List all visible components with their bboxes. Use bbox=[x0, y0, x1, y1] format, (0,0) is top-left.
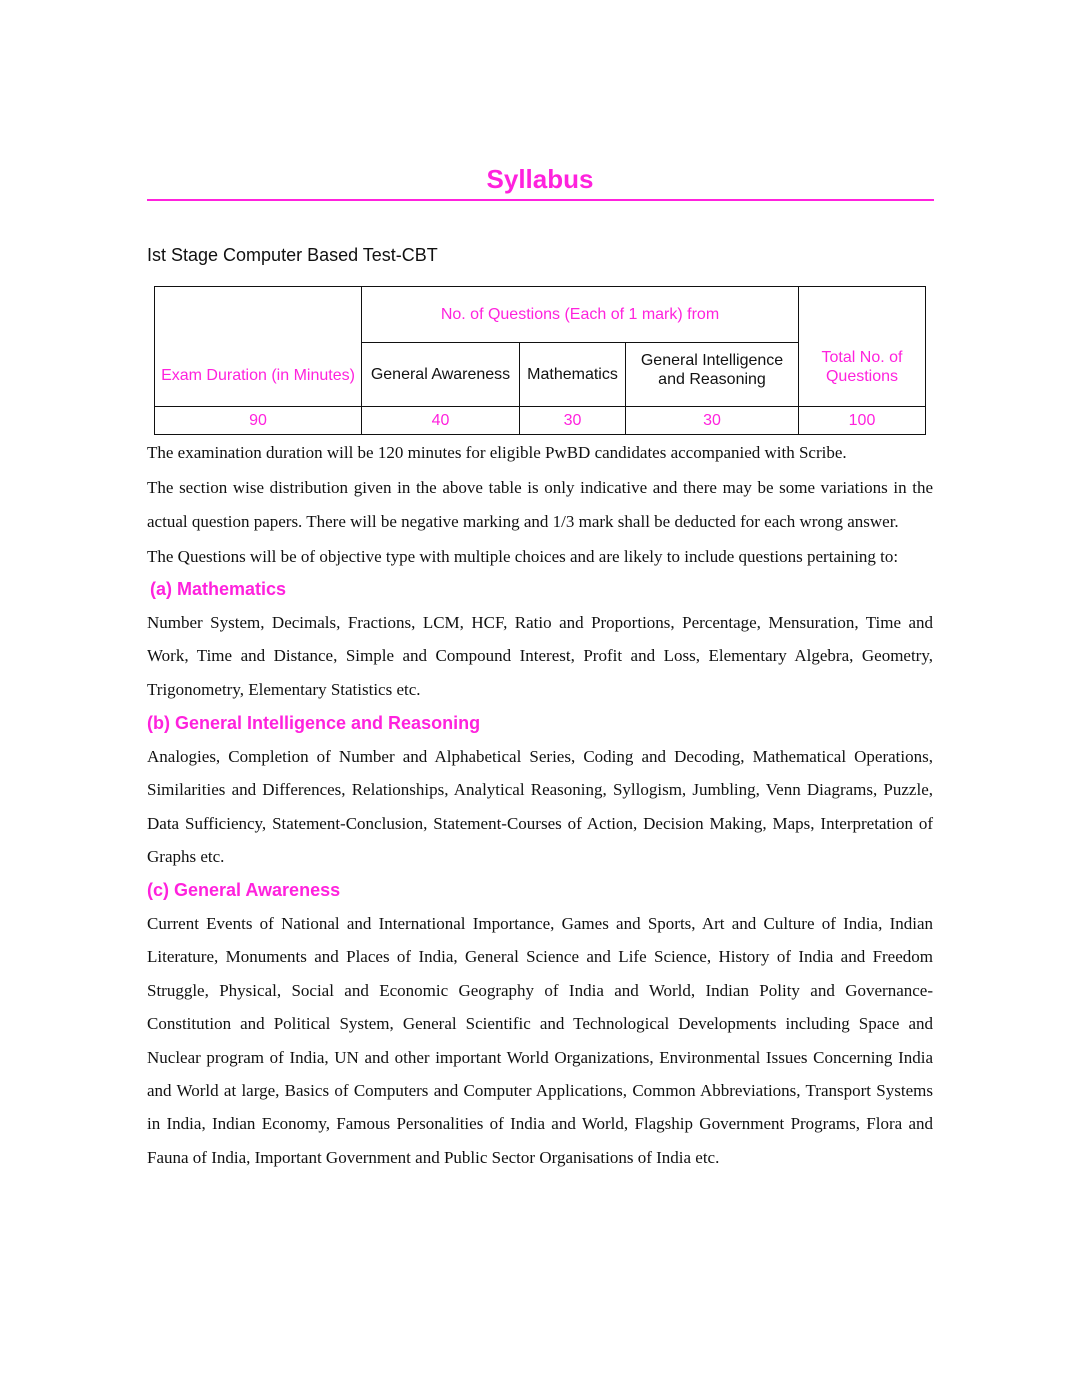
cell-general-intelligence: 30 bbox=[626, 407, 799, 435]
section-heading-reasoning: (b) General Intelligence and Reasoning bbox=[147, 713, 481, 733]
header-mathematics: Mathematics bbox=[520, 343, 626, 407]
page-title: Syllabus bbox=[486, 164, 594, 194]
header-questions-group: No. of Questions (Each of 1 mark) from bbox=[362, 287, 799, 343]
table-row bbox=[155, 407, 926, 435]
section-heading-awareness: (c) General Awareness bbox=[147, 880, 341, 900]
intro-text bbox=[147, 436, 933, 574]
header-general-intelligence: General Intelligence and Reasoning bbox=[626, 343, 799, 407]
title-underline bbox=[147, 199, 934, 201]
section-text-awareness: Current Events of National and International Importance, Games and Sports, Art and Culture of India, Indian Literature, Monuments and Places of India, General Science and Life Science, History of India and Freedom Struggle, Physical, Social and Economic Geography of India and World, Indian Polity and Governance-Constitution and Political System, General Scientific and Technological Developments including Space and Nuclear program of India, UN and other important World Organizations, Environmental Issues Concerning India and World at large, Basics of Computers and Computer Applications, Common Abbreviations, Transport Systems in India, Indian Economy, Famous Personalities of India and World, Flagship Government Programs, Flora and Fauna of India, Important Government and Public Sector Organisations of India etc. bbox=[147, 914, 933, 1167]
cell-duration: 90 bbox=[155, 407, 362, 435]
header-exam-duration: Exam Duration (in Minutes) bbox=[155, 287, 362, 407]
section-text-reasoning: Analogies, Completion of Number and Alphabetical Series, Coding and Decoding, Mathematical Operations, Similarities and Differences, Relationships, Analytical Reasoning, Syllogism, Jumbling, Venn Diagrams, Puzzle, Data Sufficiency, Statement-Conclusion, Statement-Courses of Action, Decision Making, Maps, Interpretation of Graphs etc. bbox=[147, 747, 933, 867]
table-header-row bbox=[155, 287, 926, 343]
intro-line-1: The examination duration will be 120 minutes for eligible PwBD candidates accompanied with Scribe. bbox=[147, 443, 847, 462]
cell-general-awareness: 40 bbox=[362, 407, 520, 435]
cell-mathematics: 30 bbox=[520, 407, 626, 435]
intro-line-2: The section wise distribution given in the above table is only indicative and there may be some variations in the actual question papers. There will be negative marking and 1/3 mark shall be deducted for each wrong answer. bbox=[147, 477, 933, 531]
stage-heading: Ist Stage Computer Based Test-CBT bbox=[147, 245, 438, 265]
intro-line-3: The Questions will be of objective type with multiple choices and are likely to include questions pertaining to: bbox=[147, 546, 899, 566]
exam-pattern-table bbox=[154, 286, 926, 435]
header-total-questions: Total No. of Questions bbox=[799, 287, 926, 407]
section-text-mathematics: Number System, Decimals, Fractions, LCM, HCF, Ratio and Proportions, Percentage, Mensuration, Time and Work, Time and Distance, Simple and Compound Interest, Profit and Loss, Elementary Algebra, Geometry, Trigonometry, Elementary Statistics etc. bbox=[147, 613, 933, 699]
section-heading-mathematics: (a) Mathematics bbox=[150, 579, 287, 599]
header-general-awareness: General Awareness bbox=[362, 343, 520, 407]
cell-total: 100 bbox=[799, 407, 926, 435]
